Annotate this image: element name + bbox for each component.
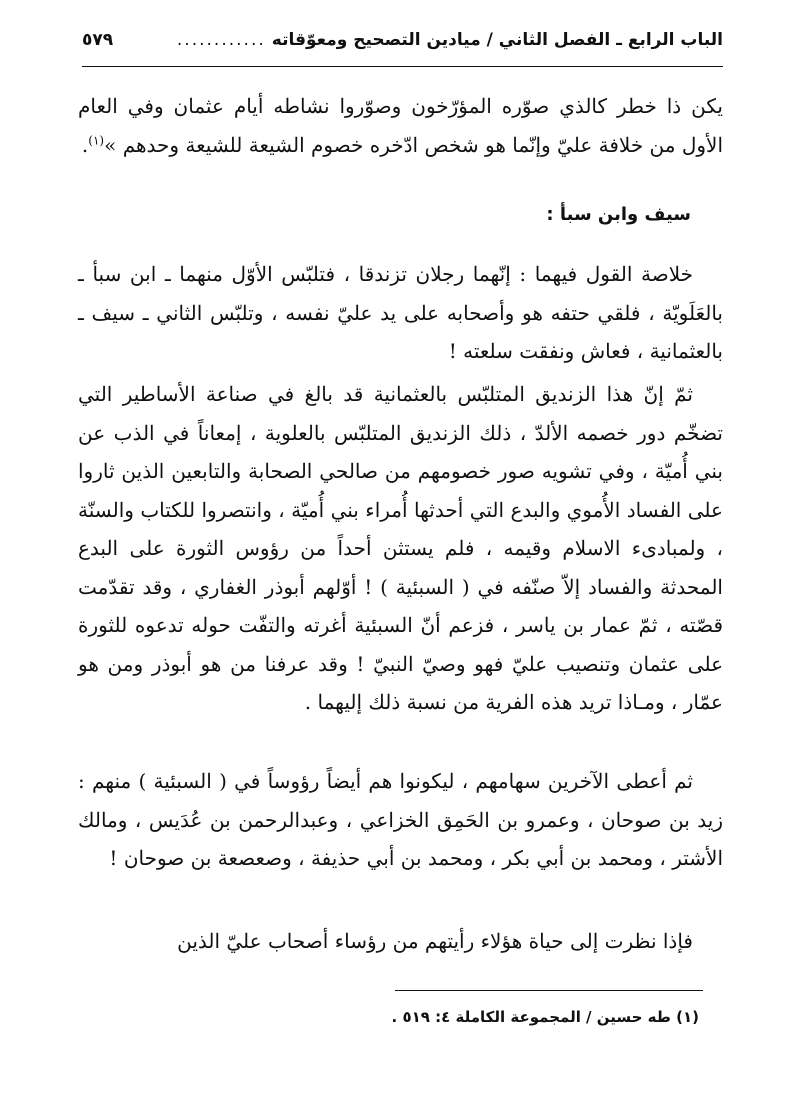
chapter-title: الباب الرابع ـ الفصل الثاني / ميادين التصحيح ومعوّقاته <box>271 30 723 50</box>
header-divider <box>82 66 723 67</box>
running-header <box>82 30 723 64</box>
footnote-mark: (١) <box>88 132 105 147</box>
section-heading: سيف وابن سبأ : <box>546 204 691 225</box>
paragraph-4: ثم أعطى الآخرين سهامهم ، ليكونوا هم أيضاً رؤوساً في ( السبئية ) منهم : زيد بن صوحان ، وعمرو بن الحَمِق الخزاعي ، وعبدالرحمن بن عُدَيس ، ومالك الأشتر ، ومحمد بن أبي بكر ، ومحمد بن أبي حذيفة ، وصعصعة بن صوحان ! <box>78 769 723 870</box>
leader-dots: ............ <box>176 30 266 50</box>
paragraph-1-end: . <box>81 132 89 157</box>
page-number: ٥٧٩ <box>82 30 114 50</box>
paragraph-1 <box>78 87 723 164</box>
paragraph-1-text: يكن ذا خطر كالذي صوّره المؤرّخون وصوّروا نشاطه أيام عثمان وفي العام الأول من خلافة عليّ وإنّما هو شخص ادّخره خصوم الشيعة للشيعة وحدهم » <box>78 94 723 157</box>
paragraph-5: فإذا نظرت إلى حياة هؤلاء رأيتهم من رؤساء أصحاب عليّ الذين <box>177 929 693 953</box>
paragraph-3: ثمّ إنّ هذا الزنديق المتلبّس بالعثمانية قد بالغ في صناعة الأساطير التي تضخّم دور خصمه الألدّ ، ذلك الزنديق المتلبّس بالعلوية ، إمعاناً في الذب عن بني أُميّة ، وفي تشويه صور خصومهم من صالحي الصحابة والتابعين الذين ثاروا على الفساد الأُموي والبدع التي أحدثها أُمراء بني أُميّة ، وانتصروا للكتاب والسنّة ، ولمبادىء الاسلام وقيمه ، فلم يستثن أحداً من رؤوس الثورة على البدع المحدثة والفساد إلاّ صنّفه في ( السبئية ) ! أوّلهم أبوذر الغفاري ، وقد تقدّمت قصّته ، ثمّ عمار بن ياسر ، فزعم أنّ السبئية أغرته والتفّت حوله تدعوه للثورة على عثمان وتنصيب عليّ فهو وصيّ النبيّ ! وقد عرفنا من هو أبوذر ومن هو عمّار ، ومـاذا تريد هذه الفرية من نسبة ذلك إليهما . <box>78 382 724 714</box>
paragraph-2: خلاصة القول فيهما : إنّهما رجلان تزندقا ، فتلبّس الأوّل منهما ـ ابن سبأ ـ بالعَلَويّة ، فلقي حتفه هو وأصحابه على يد عليّ نفسه ، وتلبّس الثاني ـ سيف ـ بالعثمانية ، فعاش ونفقت سلعته ! <box>78 262 723 363</box>
footnote: (١) طه حسين / المجموعة الكاملة ٤: ٥١٩ . <box>391 1008 699 1026</box>
footnote-divider <box>395 990 703 991</box>
